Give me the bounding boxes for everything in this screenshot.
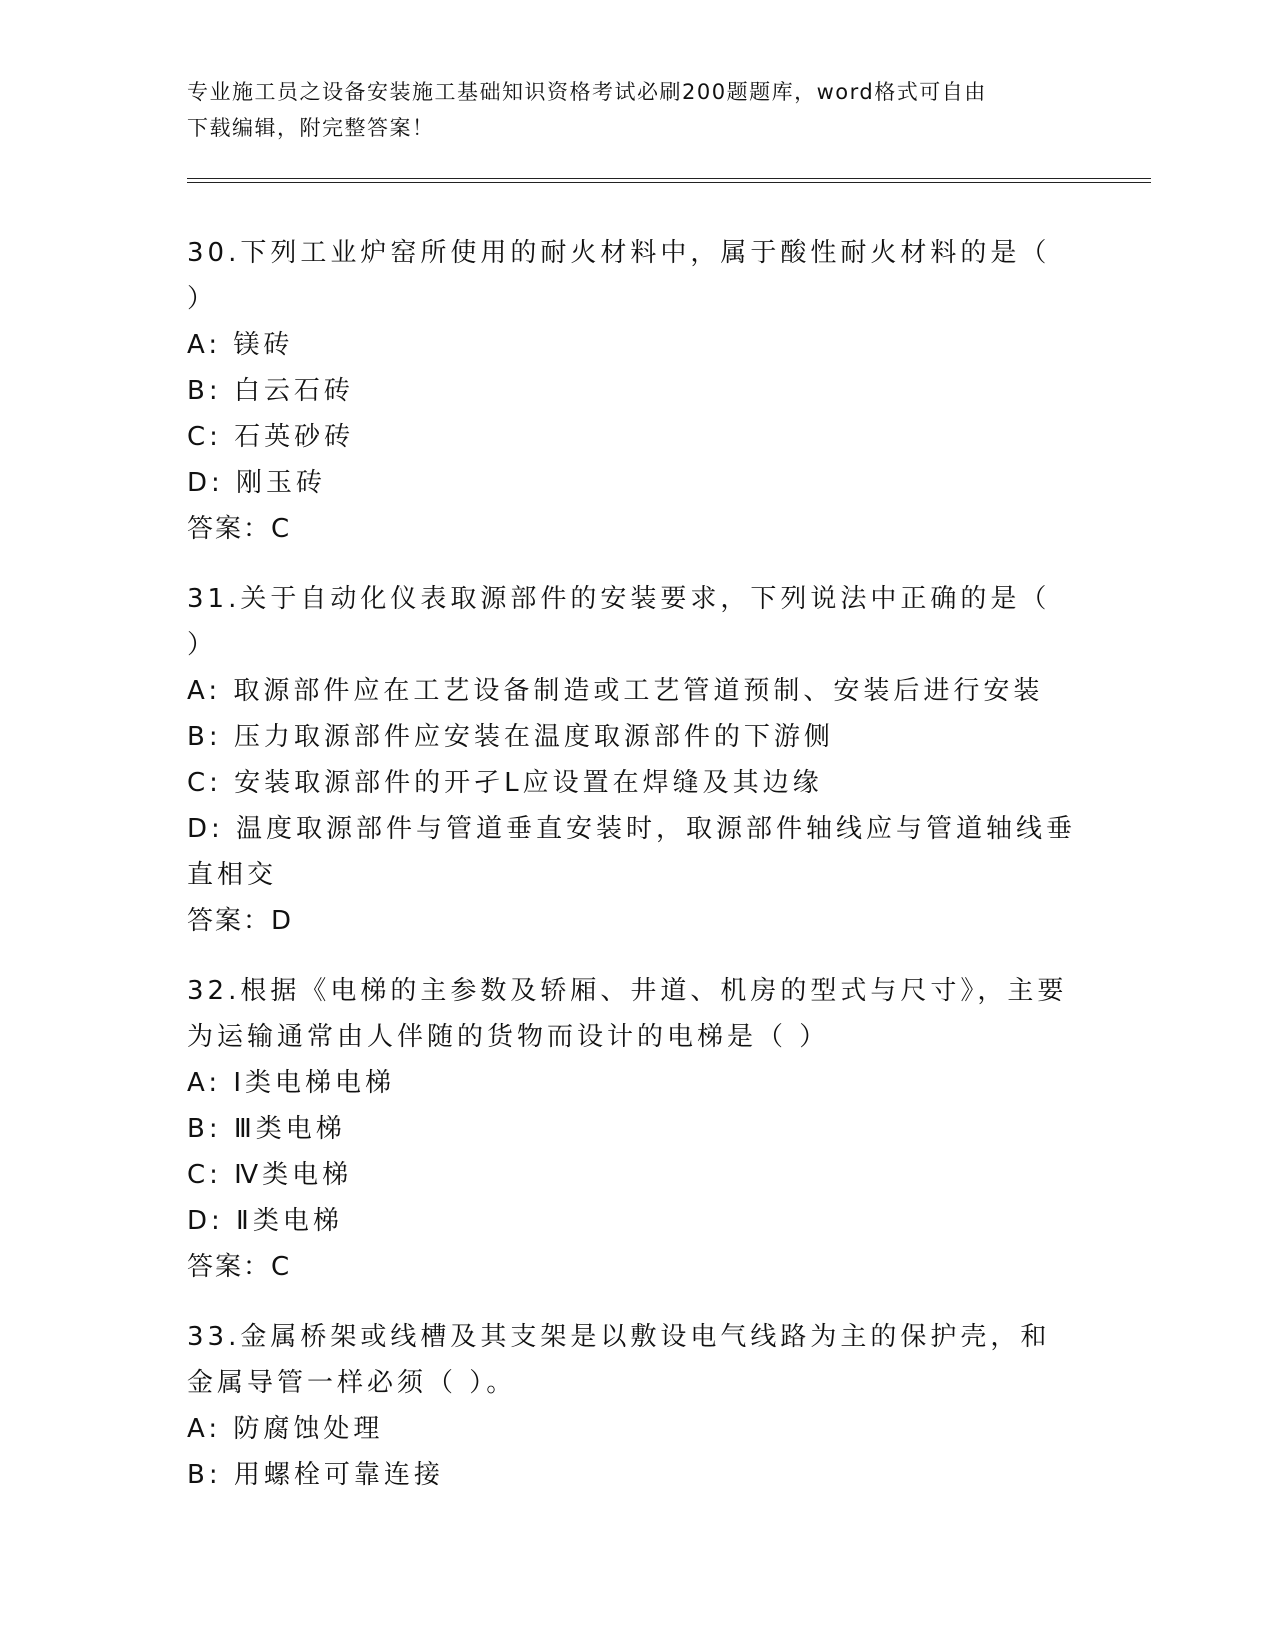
option-a: A: Ⅰ类电梯电梯: [187, 1068, 396, 1098]
header-divider: [187, 178, 1151, 183]
option-b: B: 白云石砖: [187, 376, 354, 406]
option-a: A: 镁砖: [187, 330, 294, 360]
option-d: D: 刚玉砖: [187, 468, 327, 498]
option-b: B: Ⅲ类电梯: [187, 1114, 346, 1144]
option-c: C: 石英砂砖: [187, 422, 355, 452]
option-b: B: 用螺栓可靠连接: [187, 1460, 444, 1490]
answer-line: 答案：D: [187, 906, 294, 936]
option-b: B: 压力取源部件应安装在温度取源部件的下游侧: [187, 722, 834, 752]
answer-line: 答案：C: [187, 1252, 292, 1282]
question-32: [187, 968, 1087, 1290]
question-stem: 32.根据《电梯的主参数及轿厢、井道、机房的型式与尺寸》，主要为运输通常由人伴随的货物而设计的电梯是（ ）: [187, 976, 1068, 1052]
option-d: D: 温度取源部件与管道垂直安装时，取源部件轴线应与管道轴线垂直相交: [187, 814, 1077, 890]
question-30: [187, 230, 1087, 552]
question-33: [187, 1314, 1087, 1498]
question-stem: 31.关于自动化仪表取源部件的安装要求，下列说法中正确的是（ ）: [187, 584, 1051, 660]
header-line-2: 下载编辑，附完整答案！: [187, 116, 435, 140]
header-line-1: 专业施工员之设备安装施工基础知识资格考试必刷200题题库，word格式可自由: [187, 80, 987, 104]
option-d: D: Ⅱ类电梯: [187, 1206, 343, 1236]
option-c: C: 安装取源部件的开孑L应设置在焊缝及其边缘: [187, 768, 823, 798]
question-list: [187, 230, 1087, 1522]
question-stem: 33.金属桥架或线槽及其支架是以敷设电气线路为主的保护壳，和金属导管一样必须（ ）。: [187, 1322, 1051, 1398]
option-c: C: Ⅳ类电梯: [187, 1160, 353, 1190]
document-header: [187, 74, 1067, 146]
question-31: [187, 576, 1087, 944]
option-a: A: 防腐蚀处理: [187, 1414, 384, 1444]
answer-line: 答案：C: [187, 514, 292, 544]
question-stem: 30.下列工业炉窑所使用的耐火材料中，属于酸性耐火材料的是（ ）: [187, 238, 1051, 314]
option-a: A: 取源部件应在工艺设备制造或工艺管道预制、安装后进行安装: [187, 676, 1044, 706]
